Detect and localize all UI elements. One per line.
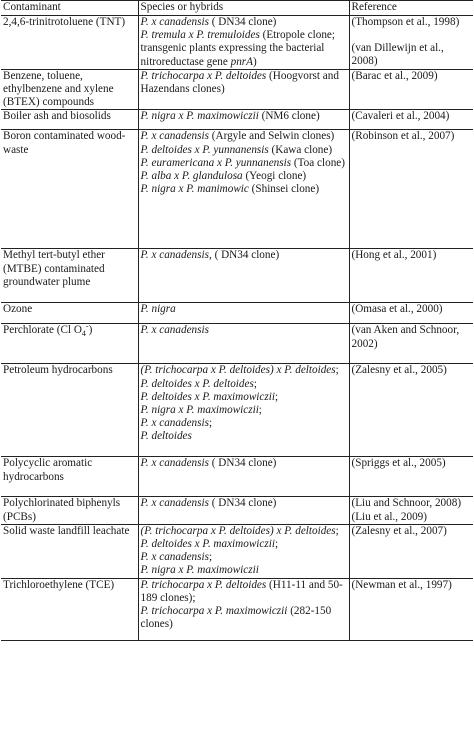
contaminant-cell xyxy=(1,321,138,364)
contaminant-text: Methyl tert-butyl ether (MTBE) contaminated groundwater plume xyxy=(3,249,105,288)
species-note: (Etropole clone; transgenic plants expressing the bacterial nitroreductase gene xyxy=(140,29,336,68)
species-line xyxy=(141,497,347,510)
species-note: (Shinsei clone) xyxy=(248,183,320,196)
table-row xyxy=(1,497,473,524)
contaminant-table xyxy=(1,0,473,641)
contaminant-superscript: - xyxy=(85,321,89,331)
table-row xyxy=(1,249,473,303)
species-note: , ( DN34 clone) xyxy=(208,249,280,262)
species-name: P. x canadensis xyxy=(140,497,209,510)
species-name: P. deltoides xyxy=(140,430,192,443)
table-row xyxy=(1,324,473,364)
reference-text: (Robinson et al., 2007) xyxy=(351,130,455,143)
reference-text: (Zalesny et al., 2007) xyxy=(351,524,447,537)
species-name: P. tremula x P. tremuloides xyxy=(140,29,260,42)
species-line xyxy=(141,525,347,538)
reference-text: (Liu et al., 2009) xyxy=(351,510,427,523)
species-note: ; xyxy=(335,364,339,377)
contaminant-cell xyxy=(1,524,138,578)
contaminant-cell xyxy=(1,69,138,110)
species-cell xyxy=(138,524,349,578)
species-cell xyxy=(138,364,349,457)
reference-text: (Omasa et al., 2000) xyxy=(351,303,443,316)
species-line xyxy=(141,564,347,577)
species-name: P. nigra xyxy=(140,303,176,316)
species-note: ( DN34 clone) xyxy=(208,457,277,470)
species-line xyxy=(141,430,347,443)
species-name: P. nigra x P. maximowiczii xyxy=(140,110,259,123)
species-cell xyxy=(138,249,349,303)
species-line xyxy=(141,404,347,417)
contaminant-text: Polychlorinated biphenyls (PCBs) xyxy=(3,497,121,523)
contaminant-text: Polycyclic aromatic hydrocarbons xyxy=(3,457,93,483)
reference-text: (van Dillewijn et al., 2008) xyxy=(351,42,444,68)
species-note: (Hoogvorst and Hazendans clones) xyxy=(140,69,339,96)
species-line xyxy=(141,29,347,69)
header-row xyxy=(1,1,473,16)
contaminant-cell xyxy=(1,578,138,640)
species-cell xyxy=(138,457,349,497)
species-line xyxy=(141,378,347,391)
contaminant-cell xyxy=(1,16,138,70)
species-name: (P. trichocarpa x P. deltoides) x P. deltoides xyxy=(140,524,336,537)
reference-text: (Barac et al., 2009) xyxy=(351,69,438,82)
species-name: P. trichocarpa x P. deltoides xyxy=(140,69,267,82)
species-note: ; xyxy=(208,551,213,564)
species-name: P. x canadensis xyxy=(140,130,209,143)
reference-cell xyxy=(349,303,473,324)
species-name: P. x canadensis xyxy=(140,16,209,28)
contaminant-text: Boron contaminated wood-waste xyxy=(3,130,126,156)
species-line xyxy=(141,70,347,96)
contaminant-cell xyxy=(1,249,138,303)
contaminant-subscript: 4 xyxy=(81,329,86,339)
species-note: (Kawa clone) xyxy=(268,143,333,156)
species-cell xyxy=(138,110,349,130)
species-name: (P. trichocarpa x P. deltoides) x P. deltoides xyxy=(140,364,336,377)
species-name: P. trichocarpa x P. maximowiczii xyxy=(140,605,288,618)
species-line xyxy=(141,144,347,157)
species-name: P. euramericana x P. yunnanensis xyxy=(140,156,292,169)
table-row xyxy=(1,110,473,130)
header-reference: Reference xyxy=(349,1,473,16)
species-line xyxy=(141,324,347,337)
species-line xyxy=(141,457,347,470)
table-row xyxy=(1,524,473,578)
reference-text: (Zalesny et al., 2005) xyxy=(351,364,447,377)
species-note: (H11-11 and 50-189 clones); xyxy=(140,578,343,604)
species-note: ( DN34 clone) xyxy=(208,16,277,28)
header-contaminant: Contaminant xyxy=(1,1,138,16)
contaminant-text: Trichloroethylene (TCE) xyxy=(3,578,115,591)
table-row xyxy=(1,364,473,457)
species-name: P. nigra x P. maximowiczii xyxy=(140,564,259,577)
contaminant-cell xyxy=(1,110,138,130)
reference-cell xyxy=(349,324,473,364)
contaminant-text: Solid waste landfill leachate xyxy=(3,524,130,537)
reference-text: (Spriggs et al., 2005) xyxy=(351,457,446,470)
species-line xyxy=(141,579,347,605)
species-cell xyxy=(138,324,349,364)
species-name: P. x canadensis xyxy=(140,551,209,564)
species-name: P. x canadensis xyxy=(140,417,209,430)
species-line xyxy=(141,551,347,564)
species-note: ( DN34 clone) xyxy=(208,497,277,510)
species-note: ; xyxy=(274,390,279,403)
species-name: P. nigra x P. manimowic xyxy=(140,183,249,196)
species-line xyxy=(141,417,347,430)
species-name: P. deltoides x P. deltoides xyxy=(140,377,254,390)
species-line xyxy=(141,391,347,404)
contaminant-text: Benzene, toluene, ethylbenzene and xylene (BTEX) compounds xyxy=(3,69,114,109)
species-name: P. nigra x P. maximowiczii xyxy=(140,404,259,417)
header-species: Species or hybrids xyxy=(138,1,349,16)
contaminant-text: Petroleum hydrocarbons xyxy=(3,364,113,377)
reference-cell xyxy=(349,110,473,130)
species-name: P. trichocarpa x P. deltoides xyxy=(140,578,267,591)
species-note: (Argyle and Selwin clones) xyxy=(208,130,335,143)
reference-gap xyxy=(352,29,472,42)
reference-text: (van Aken and Schnoor, 2002) xyxy=(351,324,460,350)
species-note: (NM6 clone) xyxy=(258,110,320,123)
species-note: (Toa clone) xyxy=(291,156,345,169)
species-name: P. x canadensis xyxy=(140,249,209,262)
contaminant-cell xyxy=(1,497,138,524)
species-note: ; xyxy=(335,524,339,537)
table-body xyxy=(1,16,473,641)
table-row xyxy=(1,130,473,249)
species-line xyxy=(141,170,347,183)
species-name: P. deltoides x P. maximowiczii xyxy=(140,390,275,403)
reference-text: (Newman et al., 1997) xyxy=(351,578,452,591)
table-row xyxy=(1,303,473,324)
species-note: ; xyxy=(274,538,279,551)
species-note: (282-150 clones) xyxy=(140,605,332,631)
reference-text: (Hong et al., 2001) xyxy=(351,249,437,262)
contaminant-text: Boiler ash and biosolids xyxy=(3,110,111,123)
species-cell xyxy=(138,578,349,640)
reference-cell xyxy=(349,364,473,457)
species-line xyxy=(141,110,347,123)
species-line xyxy=(141,157,347,170)
reference-text: (Liu and Schnoor, 2008) xyxy=(351,497,462,510)
species-note: ; xyxy=(258,404,262,417)
species-note: (Yeogi clone) xyxy=(242,170,307,183)
reference-text: (Thompson et al., 1998) xyxy=(351,16,460,28)
species-name: P. alba x P. glandulosa xyxy=(140,170,243,183)
species-line xyxy=(141,538,347,551)
species-name: P. deltoides x P. maximowiczii xyxy=(140,538,275,551)
species-cell xyxy=(138,16,349,70)
reference-cell xyxy=(349,69,473,110)
contaminant-text: 2,4,6-trinitrotoluene (TNT) xyxy=(3,16,126,28)
species-note: ; xyxy=(253,377,257,390)
reference-cell xyxy=(349,497,473,524)
contaminant-cell xyxy=(1,130,138,249)
species-name: P. x canadensis xyxy=(140,324,209,337)
contaminant-cell xyxy=(1,457,138,497)
species-cell xyxy=(138,130,349,249)
reference-cell xyxy=(349,578,473,640)
contaminant-text-end: ) xyxy=(88,324,93,337)
reference-text: (Cavaleri et al., 2004) xyxy=(351,110,450,123)
species-line xyxy=(141,605,347,631)
species-line xyxy=(141,249,347,262)
species-cell xyxy=(138,303,349,324)
contaminant-text: Perchlorate (Cl O xyxy=(3,324,82,337)
species-line xyxy=(141,183,347,196)
species-name: pnrA xyxy=(230,55,253,68)
species-cell xyxy=(138,497,349,524)
reference-cell xyxy=(349,16,473,70)
species-note: ; xyxy=(208,417,213,430)
table-row xyxy=(1,578,473,640)
contaminant-cell xyxy=(1,364,138,457)
reference-cell xyxy=(349,130,473,249)
table-row xyxy=(1,457,473,497)
species-line xyxy=(141,303,347,316)
contaminant-text: Ozone xyxy=(3,303,33,316)
species-cell xyxy=(138,69,349,110)
table-row xyxy=(1,16,473,70)
species-line xyxy=(141,16,347,29)
contaminant-cell xyxy=(1,303,138,324)
reference-cell xyxy=(349,249,473,303)
table-row xyxy=(1,69,473,110)
species-line xyxy=(141,364,347,377)
document xyxy=(1,0,473,641)
species-line xyxy=(141,130,347,143)
species-name: P. deltoides x P. yunnanensis xyxy=(140,143,269,156)
species-note: ) xyxy=(252,55,257,68)
reference-cell xyxy=(349,524,473,578)
species-name: P. x canadensis xyxy=(140,457,209,470)
reference-cell xyxy=(349,457,473,497)
